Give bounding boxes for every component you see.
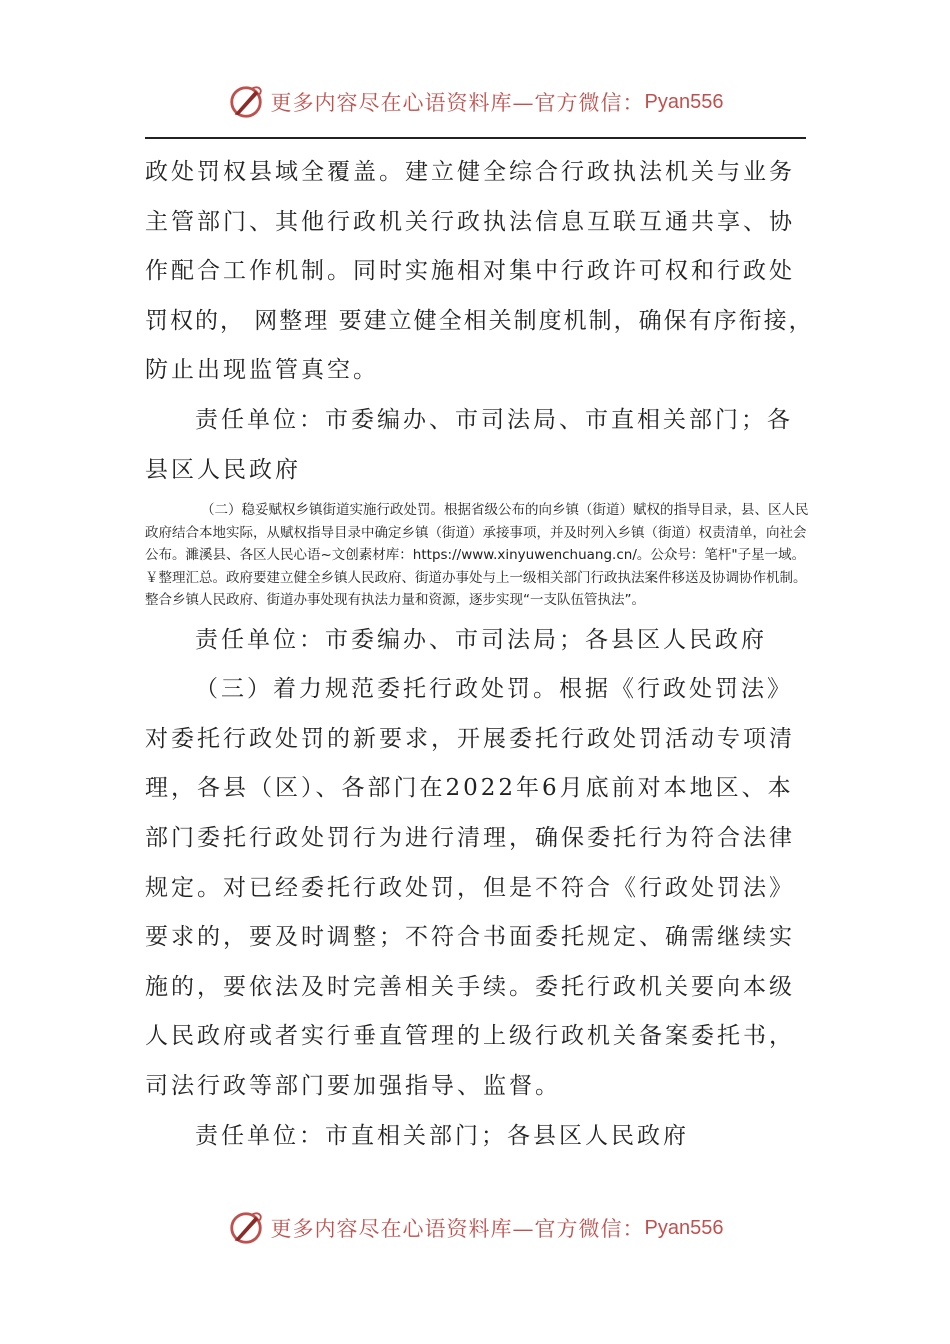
banner-text: 更多内容尽在心语资料库—官方微信：: [270, 91, 645, 115]
small-paragraph: （二）稳妥赋权乡镇街道实施行政处罚。根据省级公布的向乡镇（街道）赋权的指导目录，县、区人民政府结合本地实际，从赋权指导目录中确定乡镇（街道）承接事项，并及时列入乡镇（街道）权责清单，向社会公布。濉溪县、各区人民心语~文创素材库：https://www.xinyuwenchuang.cn/。公众号：笔杆"子星一域。￥整理汇总。政府要建立健全乡镇人民政府、街道办事处与上一级相关部门行政执法案件移送及协调协作机制。整合乡镇人民政府、街道办事处现有执法力量和资源，逐步实现“一支队伍管执法”。: [145, 502, 809, 609]
footer-banner: [0, 1198, 950, 1258]
responsible-units-cont: 县区人民政府: [145, 456, 301, 483]
body-line: 政处罚权县域全覆盖。建立健全综合行政执法机关与业务: [145, 159, 795, 185]
body-line: 理，各县（区）、各部门在2022年6月底前对本地区、本: [145, 775, 794, 802]
body-line: 人民政府或者实行垂直管理的上级行政机关备案委托书，: [145, 1023, 795, 1050]
body-line: 防止出现监管真空。: [145, 357, 379, 384]
quill-logo-icon: [227, 1209, 265, 1247]
responsible-units: 责任单位：市直相关部门；各县区人民政府: [195, 1122, 689, 1149]
body-line: 对委托行政处罚的新要求，开展委托行政处罚活动专项清: [145, 725, 795, 752]
banner-text: 更多内容尽在心语资料库—官方微信：: [270, 1217, 645, 1241]
banner-wechat-id: Pyan556: [644, 90, 724, 113]
body-line: 司法行政等部门要加强指导、监督。: [145, 1073, 561, 1099]
header-banner: [0, 72, 950, 132]
responsible-units: 责任单位：市委编办、市司法局、市直相关部门；各: [195, 406, 793, 433]
body-line: 作配合工作机制。同时实施相对集中行政许可权和行政处: [145, 258, 795, 285]
body-line: 施的，要依法及时完善相关手续。委托行政机关要向本级: [145, 973, 795, 1000]
document-body: [145, 148, 814, 1161]
quill-logo-icon: [227, 83, 265, 121]
responsible-units: 责任单位：市委编办、市司法局；各县区人民政府: [195, 626, 767, 653]
body-line: 要求的，要及时调整；不符合书面委托规定、确需继续实: [145, 924, 795, 951]
section-heading: （三）着力规范委托行政处罚。根据《行政处罚法》: [195, 676, 793, 703]
body-line: 罚权的， 网整理 要建立健全相关制度机制，确保有序衔接，: [145, 307, 814, 334]
banner-wechat-id: Pyan556: [644, 1216, 724, 1239]
header-divider: [145, 137, 806, 139]
body-line: 规定。对已经委托行政处罚，但是不符合《行政处罚法》: [145, 874, 795, 901]
body-line: 部门委托行政处罚行为进行清理，确保委托行为符合法律: [145, 825, 795, 852]
body-line: 主管部门、其他行政机关行政执法信息互联互通共享、协: [145, 208, 795, 235]
